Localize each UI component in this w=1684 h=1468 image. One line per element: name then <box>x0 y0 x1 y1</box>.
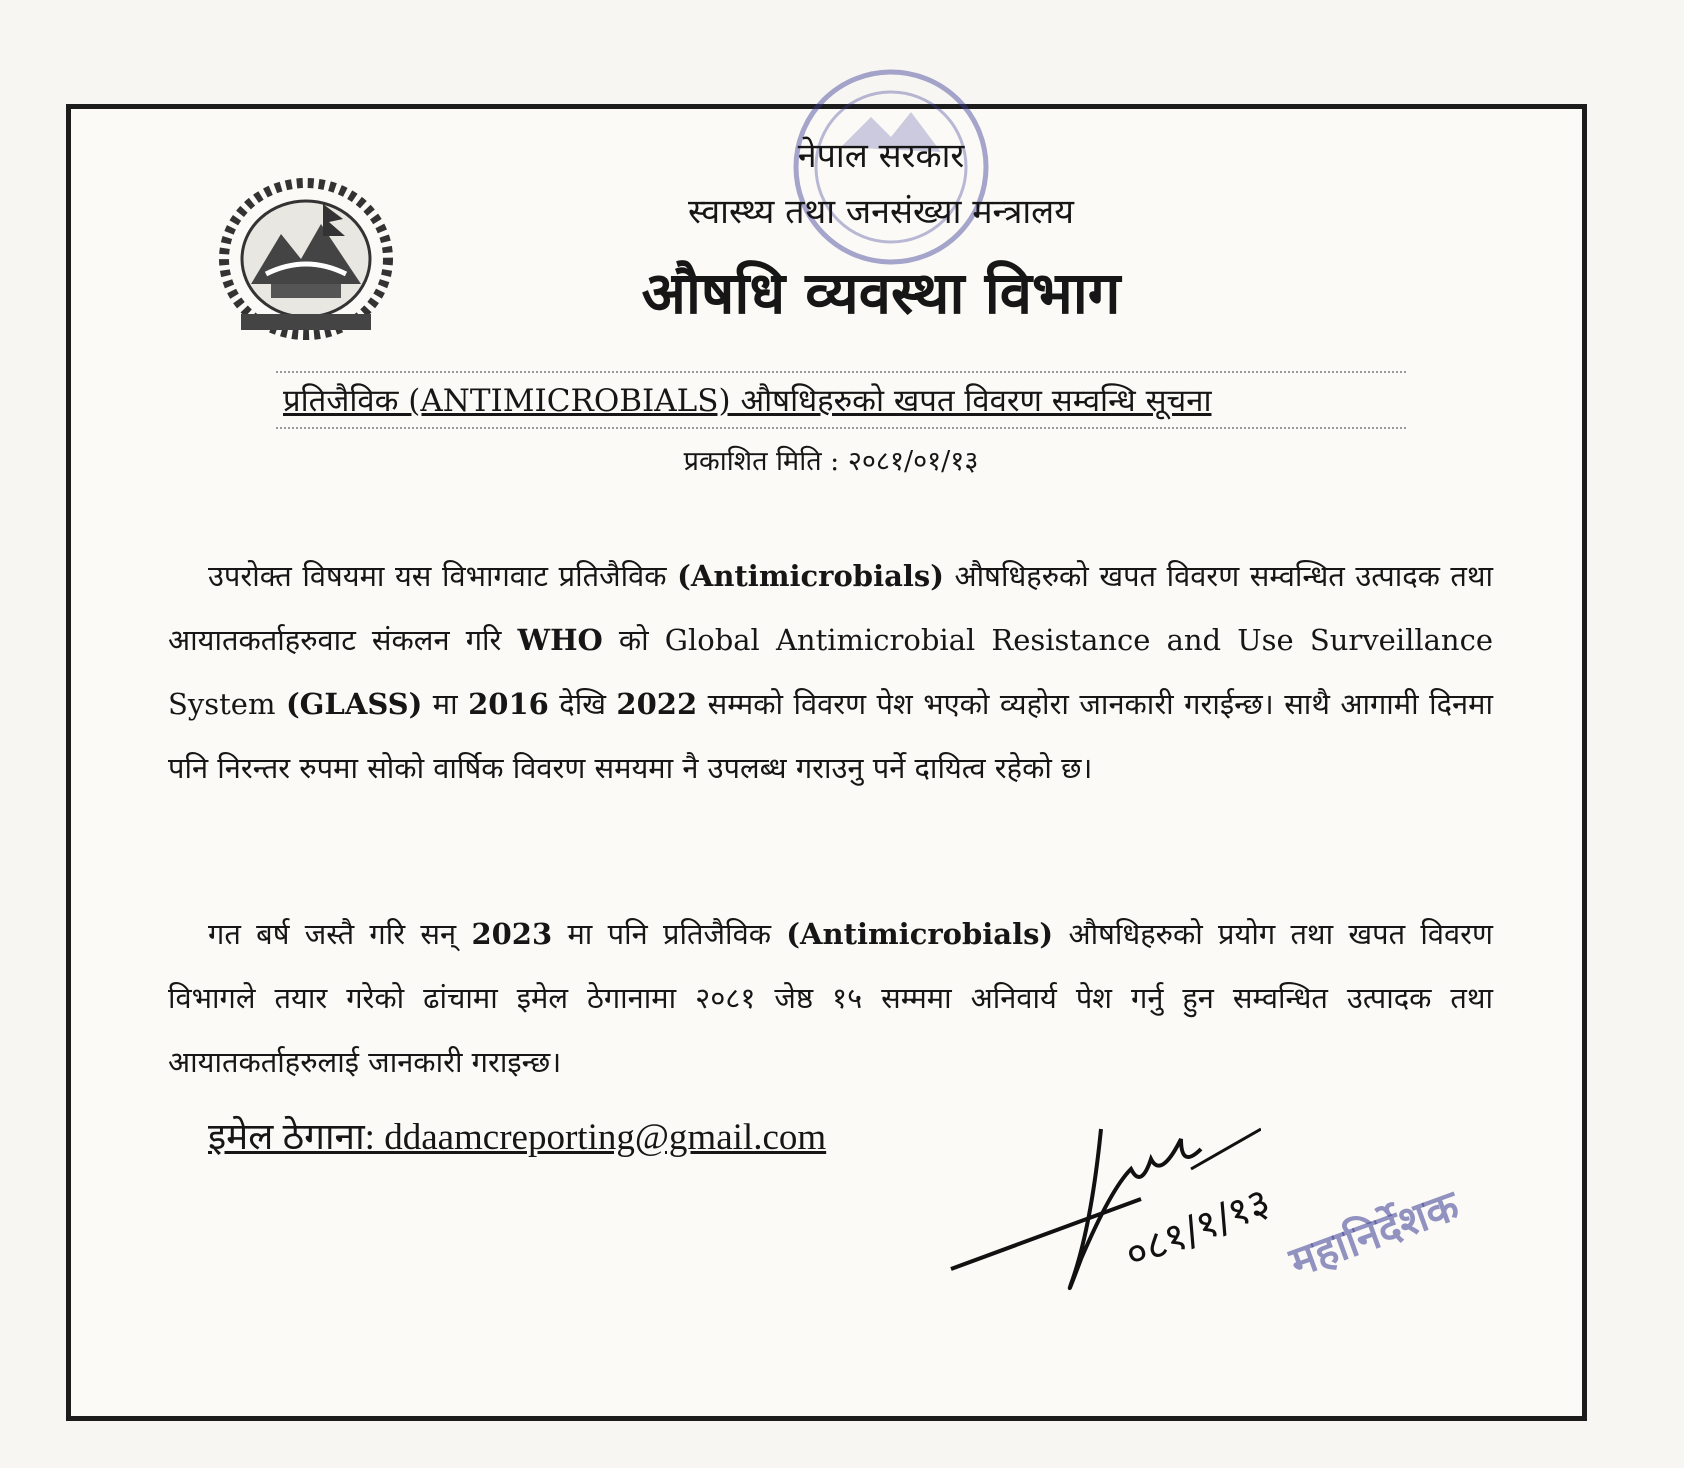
government-name: नेपाल सरकार <box>797 136 965 176</box>
published-date: प्रकाशित मिति : २०८१/०१/१३ <box>683 446 979 477</box>
department-name: औषधि व्यवस्था विभाग <box>641 259 1121 327</box>
divider <box>276 427 1406 429</box>
email-address-link[interactable]: इमेल ठेगाना: ddaamcreporting@gmail.com <box>208 1117 827 1158</box>
nepal-emblem-icon <box>211 164 401 344</box>
notice-sheet <box>66 104 1587 1421</box>
signature-date: ०८१/१/१३ <box>1118 1179 1277 1279</box>
paragraph-1: उपरोक्त विषयमा यस विभागवाट प्रतिजैविक (Antimicrobials) औषधिहरुको खपत विवरण सम्वन्धित उत्पादक तथा आयातकर्ताहरुवाट संकलन गरि WHO को Global Antimicrobial Resistance and Use Surveillance System (GLASS) मा 2016 देखि 2022 सम्मको विवरण पेश भएको व्यहोरा जानकारी गराईन्छ। साथै आगामी दिनमा पनि निरन्तर रुपमा सोको वार्षिक विवरण समयमा नै उपलब्ध गराउनु पर्ने दायित्व रहेको छ। <box>168 559 1493 785</box>
director-general-stamp: महानिर्देशक <box>1283 1180 1466 1287</box>
notice-subject: प्रतिजैविक (ANTIMICROBIALS) औषधिहरुको खपत विवरण सम्वन्धि सूचना <box>283 383 1212 419</box>
ministry-name: स्वास्थ्य तथा जनसंख्या मन्त्रालय <box>688 192 1074 232</box>
paragraph-2: गत बर्ष जस्तै गरि सन् 2023 मा पनि प्रतिजैविक (Antimicrobials) औषधिहरुको प्रयोग तथा खपत विवरण विभागले तयार गरेको ढांचामा इमेल ठेगानामा २०८१ जेष्ठ १५ सम्ममा अनिवार्य पेश गर्नु हुन सम्वन्धित उत्पादक तथा आयातकर्ताहरुलाई जानकारी गराइन्छ। <box>168 917 1494 1079</box>
divider <box>276 371 1406 373</box>
